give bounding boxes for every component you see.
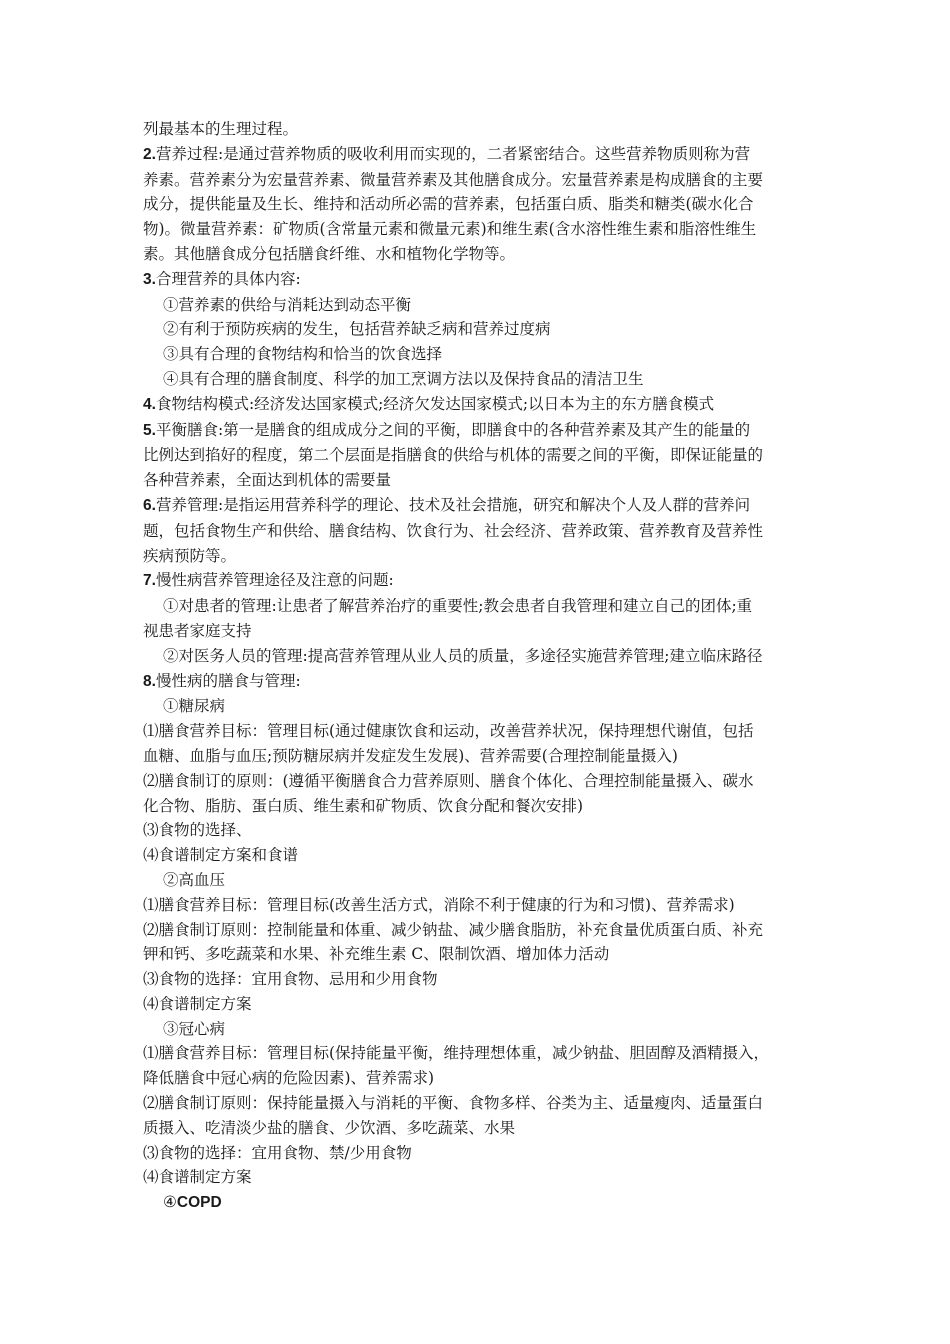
text-line — [143, 117, 807, 142]
text-line — [143, 818, 807, 843]
text-line — [143, 392, 807, 418]
line-text: 慢性病营养管理途径及注意的问题: — [155, 571, 394, 590]
section-number: 2. — [143, 145, 156, 163]
text-line — [143, 967, 807, 992]
text-line — [143, 468, 807, 493]
text-line — [143, 1091, 807, 1116]
line-text: 平衡膳食:第一是膳食的组成成分之间的平衡，即膳食中的各种营养素及其产生的能量的 — [155, 420, 751, 439]
section-number: 4. — [143, 395, 156, 413]
section-number: 5. — [143, 421, 156, 439]
line-text: ⑵膳食制订原则：控制能量和体重、减少钠盐、减少膳食脂肪，补充食量优质蛋白质、补充 — [143, 920, 764, 939]
line-text: ⑶食物的选择、 — [143, 821, 252, 840]
text-line — [143, 1041, 807, 1066]
text-line — [143, 619, 807, 644]
line-text: ①糖尿病 — [163, 697, 226, 716]
line-text: ③冠心病 — [163, 1019, 226, 1038]
text-line — [143, 443, 807, 468]
line-text: ①营养素的供给与消耗达到动态平衡 — [163, 295, 412, 314]
line-text: 血糖、血脂与血压;预防糖尿病并发症发生发展)、营养需要(合理控制能量摄入) — [143, 746, 678, 765]
line-text: 各种营养素，全面达到机体的需要量 — [143, 471, 392, 490]
line-text: ⑶食物的选择：宜用食物、忌用和少用食物 — [143, 970, 438, 989]
text-line — [143, 192, 807, 217]
text-line — [143, 267, 807, 293]
text-line — [143, 694, 807, 719]
section-number: 3. — [143, 270, 156, 288]
text-line — [143, 744, 807, 769]
text-line — [143, 1066, 807, 1091]
line-text: 列最基本的生理过程。 — [143, 120, 299, 138]
text-line — [143, 367, 807, 392]
text-line — [143, 1116, 807, 1141]
text-line — [143, 544, 807, 569]
line-text: 化合物、脂肪、蛋白质、维生素和矿物质、饮食分配和餐次安排) — [143, 796, 584, 815]
line-text: ⑴膳食营养目标：管理目标(改善生活方式，消除不利于健康的行为和习惯)、营养需求) — [143, 895, 735, 914]
text-line — [143, 1190, 807, 1216]
line-text: 成分，提供能量及生长、维持和活动所必需的营养素，包括蛋白质、脂类和糖类(碳水化合 — [143, 195, 754, 214]
text-line — [143, 942, 807, 967]
line-text: 营养管理:是指运用营养科学的理论、技术及社会措施，研究和解决个人及人群的营养问 — [155, 495, 751, 514]
text-line — [143, 644, 807, 669]
line-text: ⑷食谱制定方案 — [143, 994, 252, 1013]
text-line — [143, 669, 807, 695]
text-line — [143, 843, 807, 868]
line-text: 比例达到掐好的程度，第二个层面是指膳食的供给与机体的需要之间的平衡，即保证能量的 — [143, 446, 764, 465]
text-line — [143, 719, 807, 744]
text-line — [143, 342, 807, 367]
line-text: ⑵膳食制订的原则：(遵循平衡膳食合力营养原则、膳食个体化、合理控制能量摄入、碳水 — [143, 771, 754, 790]
line-text: 钾和钙、多吃蔬菜和水果、补充维生素 C、限制饮酒、增加体力活动 — [143, 945, 610, 964]
line-text: 素。其他膳食成分包括膳食纤维、水和植物化学物等。 — [143, 244, 516, 263]
text-line — [143, 293, 807, 318]
line-text: ⑴膳食营养目标：管理目标(通过健康饮食和运动，改善营养状况，保持理想代谢值，包括 — [143, 722, 754, 741]
line-text: ②对医务人员的管理:提高营养管理从业人员的质量，多途径实施营养管理;建立临床路径 — [163, 646, 763, 665]
bold-text: COPD — [176, 1194, 222, 1212]
line-text: 营养过程:是通过营养物质的吸收利用而实现的，二者紧密结合。这些营养物质则称为营 — [155, 144, 751, 163]
text-line — [143, 217, 807, 242]
text-line — [143, 594, 807, 619]
text-line — [143, 418, 807, 444]
line-text: ④ — [163, 1193, 177, 1212]
text-line — [143, 1017, 807, 1042]
text-line — [143, 142, 807, 168]
text-line — [143, 493, 807, 519]
section-number: 8. — [143, 672, 156, 690]
line-text: 疾病预防等。 — [143, 546, 237, 565]
line-text: ③具有合理的食物结构和恰当的饮食选择 — [163, 345, 443, 364]
line-text: 题，包括食物生产和供给、膳食结构、饮食行为、社会经济、营养政策、营养教育及营养性 — [143, 521, 764, 540]
line-text: ②高血压 — [163, 870, 226, 889]
line-text: 合理营养的具体内容: — [155, 269, 301, 288]
line-text: 质摄入、吃清淡少盐的膳食、少饮酒、多吃蔬菜、水果 — [143, 1118, 516, 1137]
line-text: ①对患者的管理:让患者了解营养治疗的重要性;教会患者自我管理和建立自己的团体;重 — [163, 597, 753, 616]
text-line — [143, 794, 807, 819]
line-text: 食物结构模式:经济发达国家模式;经济欠发达国家模式;以日本为主的东方膳食模式 — [155, 394, 715, 413]
text-line — [143, 868, 807, 893]
section-number: 6. — [143, 496, 156, 514]
text-line — [143, 992, 807, 1017]
line-text: ⑶食物的选择：宜用食物、禁/少用食物 — [143, 1143, 412, 1162]
text-line — [143, 568, 807, 594]
section-number: 7. — [143, 572, 156, 590]
line-text: ⑵膳食制订原则：保持能量摄入与消耗的平衡、食物多样、谷类为主、适量瘦肉、适量蛋白 — [143, 1094, 764, 1113]
line-text: ④具有合理的膳食制度、科学的加工烹调方法以及保持食品的清洁卫生 — [163, 369, 644, 388]
text-line — [143, 317, 807, 342]
text-line — [143, 918, 807, 943]
text-line — [143, 242, 807, 267]
text-line — [143, 893, 807, 918]
line-text: ⑷食谱制定方案 — [143, 1168, 252, 1187]
line-text: ⑷食谱制定方案和食谱 — [143, 846, 299, 865]
line-text: 养素。营养素分为宏量营养素、微量营养素及其他膳食成分。宏量营养素是构成膳食的主要 — [143, 170, 764, 189]
line-text: 慢性病的膳食与管理: — [155, 671, 301, 690]
text-line — [143, 519, 807, 544]
text-line — [143, 168, 807, 193]
line-text: ②有利于预防疾病的发生，包括营养缺乏病和营养过度病 — [163, 320, 551, 339]
line-text: ⑴膳食营养目标：管理目标(保持能量平衡，维持理想体重，减少钠盐、胆固醇及酒精摄入， — [143, 1044, 770, 1063]
line-text: 降低膳食中冠心病的危险因素)、营养需求) — [143, 1069, 435, 1088]
line-text: 视患者家庭支持 — [143, 621, 252, 640]
text-line — [143, 769, 807, 794]
line-text: 物)。微量营养素：矿物质(含常量元素和微量元素)和维生素(含水溶性维生素和脂溶性维生 — [143, 220, 757, 239]
text-line — [143, 1141, 807, 1166]
text-line — [143, 1165, 807, 1190]
